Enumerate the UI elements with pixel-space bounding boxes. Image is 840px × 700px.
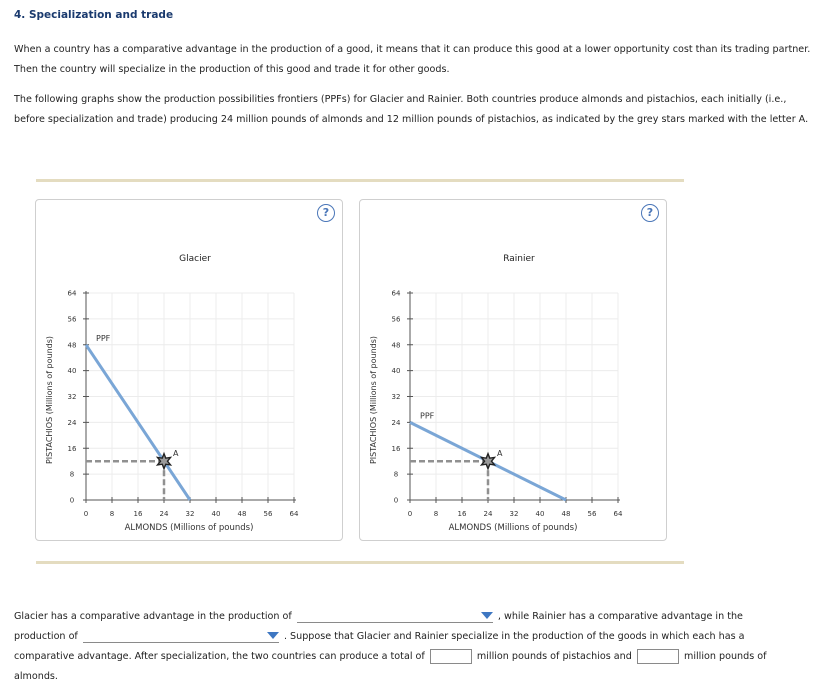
x-tick-label: 24 [159, 510, 169, 518]
point-a-label: A [173, 449, 179, 459]
almonds-total-input[interactable] [637, 649, 679, 664]
x-tick-label: 40 [535, 510, 545, 518]
x-tick-label: 48 [237, 510, 247, 518]
chart-title: Rainier [503, 254, 535, 264]
y-tick-label: 40 [67, 367, 77, 376]
x-axis-label: ALMONDS (Millions of pounds) [448, 523, 578, 533]
x-tick-label: 32 [509, 510, 519, 518]
intro-paragraph: When a country has a comparative advantage in the production of a good, it means that it can produce this good at a lower opportunity cost than its trading partner. Then the country will specialize in the production of this good and trade it for other goods. [14, 44, 811, 75]
y-tick-label: 48 [67, 341, 77, 350]
x-tick-label: 32 [185, 510, 195, 518]
y-axis-label: PISTACHIOS (Millions of pounds) [45, 335, 54, 465]
ppf-label: PPF [420, 411, 435, 421]
y-tick-label: 32 [67, 393, 77, 401]
x-tick-label: 0 [407, 510, 413, 518]
help-button[interactable]: ? [317, 204, 335, 222]
y-tick-label: 8 [69, 470, 75, 479]
x-tick-label: 24 [483, 510, 493, 518]
rainier-chart [360, 200, 666, 540]
pistachios-total-input[interactable] [430, 649, 472, 664]
y-tick-label: 0 [393, 496, 399, 505]
rainier-advantage-dropdown[interactable] [83, 629, 279, 643]
bottom-divider [36, 561, 684, 564]
y-tick-label: 24 [391, 418, 401, 427]
rainier-graph-panel [359, 199, 667, 541]
glacier-chart [36, 200, 342, 540]
glacier-graph-panel [35, 199, 343, 541]
y-tick-label: 8 [393, 470, 399, 479]
y-tick-label: 64 [67, 289, 77, 298]
y-tick-label: 16 [391, 444, 401, 453]
y-tick-label: 32 [391, 393, 401, 401]
y-tick-label: 16 [67, 444, 77, 453]
chart-title: Glacier [179, 254, 211, 264]
question-part5: million pounds of almonds. [14, 651, 767, 682]
y-tick-label: 0 [69, 496, 75, 505]
x-tick-label: 40 [211, 510, 221, 518]
glacier-advantage-dropdown[interactable] [297, 609, 493, 623]
x-axis-label: ALMONDS (Millions of pounds) [124, 523, 254, 533]
y-tick-label: 56 [391, 315, 401, 324]
top-divider [36, 179, 684, 182]
ppf-label: PPF [96, 333, 111, 343]
dropdown-arrow-icon [267, 632, 279, 639]
point-a-label: A [497, 449, 503, 459]
question-heading: 4. Specialization and trade [14, 9, 174, 21]
x-tick-label: 64 [289, 510, 299, 518]
x-tick-label: 64 [613, 510, 623, 518]
y-tick-label: 24 [67, 418, 77, 427]
question-part1: Glacier has a comparative advantage in the production of [14, 611, 292, 622]
x-tick-label: 8 [433, 510, 439, 518]
x-tick-label: 0 [83, 510, 89, 518]
x-tick-label: 56 [263, 510, 273, 518]
x-tick-label: 56 [587, 510, 597, 518]
y-tick-label: 40 [391, 367, 401, 376]
y-tick-label: 64 [391, 289, 401, 298]
x-tick-label: 16 [457, 510, 467, 518]
x-tick-label: 16 [133, 510, 143, 518]
x-tick-label: 48 [561, 510, 571, 518]
description-paragraph: The following graphs show the production possibilities frontiers (PPFs) for Glacier and Rainier. Both countries produce almonds and pistachios, each initially (i.e., before specialization and trade) producing 24 million pounds of almonds and 12 million pounds of pistachios, as indicated by the grey stars marked with the letter A. [14, 94, 809, 125]
question-part4: million pounds of pistachios and [476, 651, 632, 662]
x-tick-label: 8 [109, 510, 115, 518]
y-axis-label: PISTACHIOS (Millions of pounds) [369, 335, 378, 465]
help-button[interactable]: ? [641, 204, 659, 222]
question-part2: , while Rainier has a comparative advantage in the production of [14, 611, 743, 642]
question-text [14, 607, 794, 687]
y-tick-label: 48 [391, 341, 401, 350]
y-tick-label: 56 [67, 315, 77, 324]
dropdown-arrow-icon [481, 612, 493, 619]
question-part3: . Suppose that Glacier and Rainier specialize in the production of the goods in which each has a comparative advantage. After specialization, the two countries can produce a total of [14, 631, 745, 662]
